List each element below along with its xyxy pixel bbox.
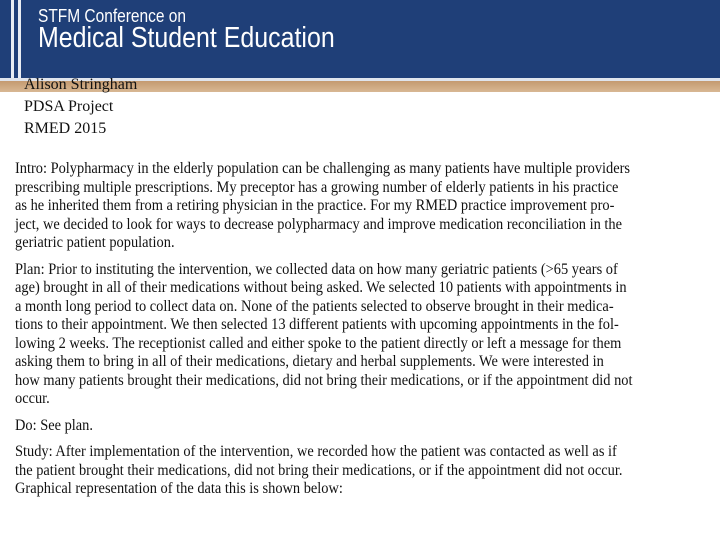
text-line: a month long period to collect data on. None of the patients selected to observe brought in their medica-	[15, 297, 614, 315]
document-body	[15, 160, 715, 507]
text-line: Do: See plan.	[15, 416, 93, 434]
banner-subtitle: STFM Conference on	[38, 6, 186, 26]
text-line: prescribing multiple prescriptions. My preceptor has a growing number of elderly patients in his practice	[15, 178, 619, 196]
text-line: asking them to bring in all of their medications, dietary and herbal supplements. We were interested in	[15, 353, 604, 370]
banner-stripe	[18, 0, 21, 78]
paragraph-intro	[15, 160, 715, 253]
banner-stripe	[11, 0, 14, 78]
text-line: age) brought in all of their medications without being asked. We selected 10 patients with appointments in	[15, 279, 627, 296]
banner-title: Medical Student Education	[38, 22, 335, 54]
paragraph-do	[15, 417, 715, 436]
paragraph-study	[15, 443, 715, 499]
text-line: Plan: Prior to instituting the intervention, we collected data on how many geriatric patients (>65 years of	[15, 260, 618, 278]
text-line: Study: After implementation of the intervention, we recorded how the patient was contacted as well as if	[15, 443, 617, 460]
project-name: PDSA Project	[24, 98, 114, 115]
text-line: Intro: Polypharmacy in the elderly population can be challenging as many patients have multiple providers	[15, 160, 631, 177]
event-name: RMED 2015	[24, 120, 107, 137]
text-line: ject, we decided to look for ways to decrease polypharmacy and improve medication reconciliation in the	[15, 215, 622, 233]
conference-banner	[0, 0, 720, 78]
text-line: the patient brought their medications, did not bring their medications, or if the appointment did not occur.	[15, 461, 623, 479]
document-meta	[24, 74, 137, 140]
text-line: how many patients brought their medications, did not bring their medications, or if the appointment did not	[15, 371, 633, 389]
text-line: tions to their appointment. We then selected 13 different patients with upcoming appointments in the fol-	[15, 316, 619, 333]
paragraph-plan	[15, 261, 715, 409]
text-line: as he inherited them from a retiring physician in the practice. For my RMED practice improvement pro-	[15, 197, 615, 214]
text-line: lowing 2 weeks. The receptionist called and either spoke to the patient directly or left a message for them	[15, 334, 622, 352]
author-name: Alison Stringham	[24, 76, 138, 93]
text-line: geriatric patient population.	[15, 234, 175, 251]
text-line: occur.	[15, 390, 50, 407]
text-line: Graphical representation of the data this is shown below:	[15, 480, 343, 497]
